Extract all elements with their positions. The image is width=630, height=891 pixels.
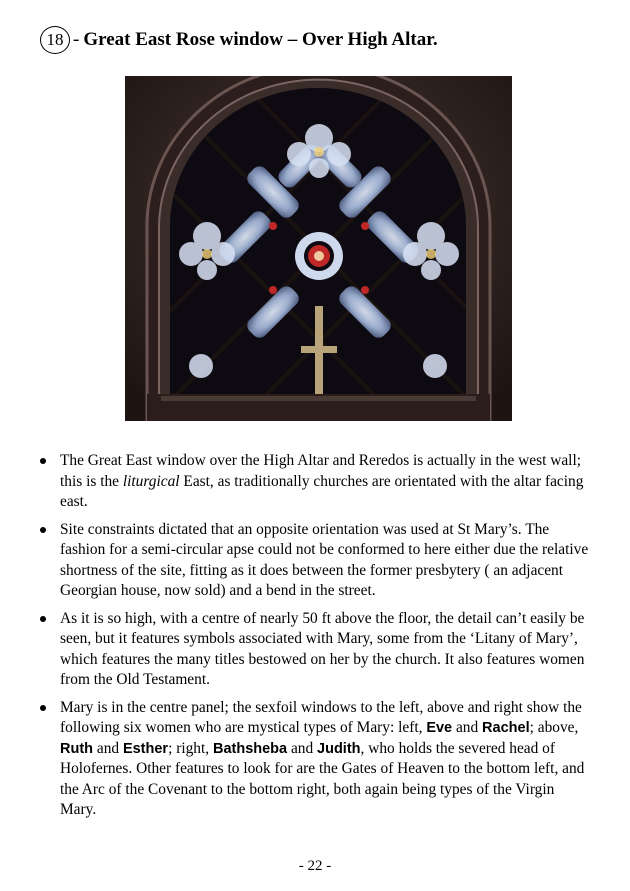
bullet-text: Mary is in the centre panel; the sexfoil windows to the left, above and right show the following six women who are mystical types of Mary: left, — [60, 698, 582, 736]
bullet-text: Site constraints dictated that an opposite orientation was used at St Mary’s. The fashion for a semi-circular apse could not be conformed to here either due the relative shortness of the site, fitting as it does between the former presbytery ( an adjacent Georgian house, now sold) and a bend in the street. — [60, 520, 589, 599]
page-title: Great East Rose window – Over High Altar. — [83, 29, 438, 50]
list-item — [34, 451, 594, 513]
bullet-text: The Great East window over the High Altar and Reredos is actually in the west wall; this is the — [60, 452, 582, 490]
bullet-list — [34, 451, 594, 828]
bullet-dot — [40, 616, 46, 622]
bullet-text: As it is so high, with a centre of nearly 50 ft above the floor, the detail can’t easily be seen, but it features symbols associated with Mary, some from the ‘Litany of Mary’, which features the many titles bestowed on her by the church. It also features women from the Old Testament. — [60, 609, 585, 688]
list-item — [34, 698, 594, 821]
section-number-badge: 18 — [40, 26, 70, 54]
rose-window-photo — [125, 76, 512, 421]
heading-dash: - — [73, 29, 80, 50]
bullet-dot — [40, 458, 46, 464]
bullet-text: , who holds the severed head of Holofernes. Other features to look for are the Gates of Heaven to the bottom left, and the Arc of the Covenant to the bottom right, both again being types of the Virgin Mary. — [60, 739, 585, 818]
name-judith: Judith — [317, 740, 361, 757]
name-esther: Esther — [122, 740, 169, 757]
name-rachel: Rachel — [482, 720, 530, 736]
bullet-text: ; above, — [529, 719, 579, 736]
italic-term: liturgical — [122, 472, 180, 490]
list-item — [34, 609, 594, 691]
list-item — [34, 520, 594, 602]
bullet-text: and — [287, 739, 318, 757]
name-bathsheba: Bathsheba — [212, 740, 288, 757]
name-ruth: Ruth — [60, 740, 94, 757]
bullet-text: ; right, — [168, 739, 213, 757]
bullet-text: and — [452, 719, 483, 736]
bullet-text: East, as traditionally churches are orientated with the altar facing east. — [60, 472, 584, 510]
section-heading — [40, 26, 438, 54]
bullet-dot — [40, 527, 46, 533]
bullet-text: and — [93, 739, 123, 757]
bullet-dot — [40, 705, 46, 711]
page-number: - 22 - — [298, 858, 332, 874]
name-eve: Eve — [426, 720, 453, 736]
